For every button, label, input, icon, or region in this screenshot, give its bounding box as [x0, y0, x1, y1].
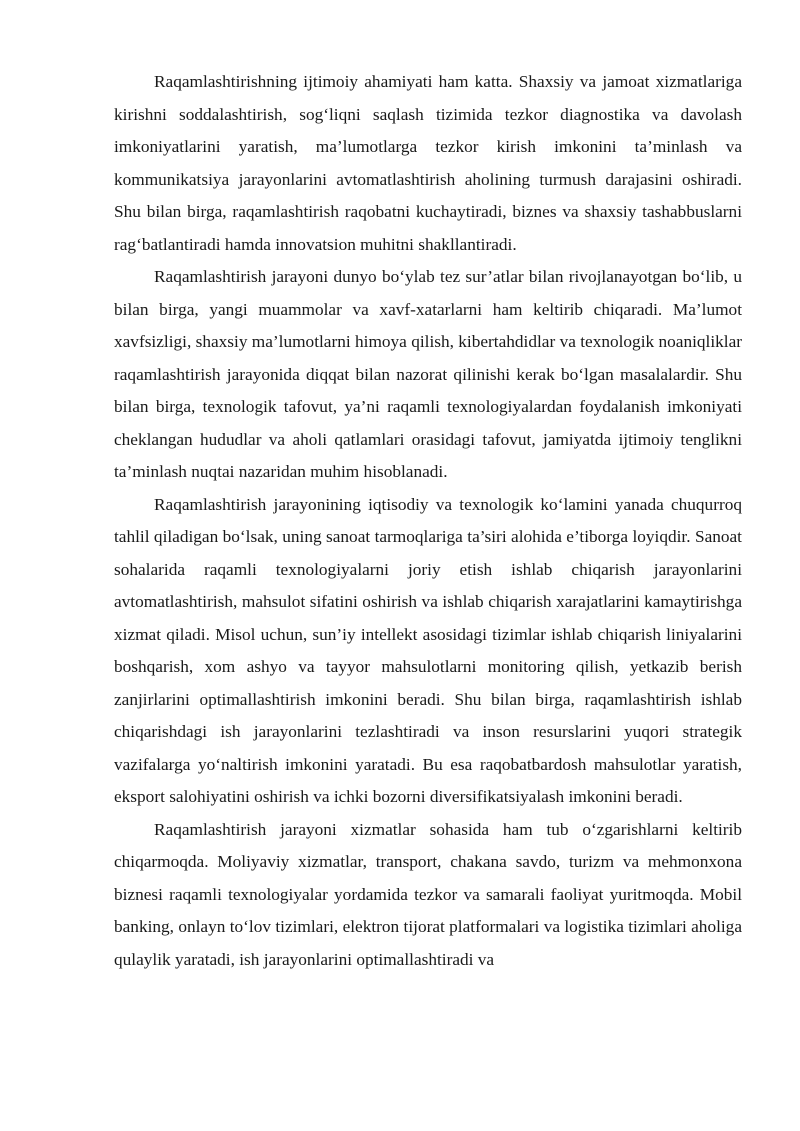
paragraph-risks-and-challenges: Raqamlashtirish jarayoni dunyo bo‘ylab tez sur’atlar bilan rivojlanayotgan bo‘lib, u bilan birga, yangi muammolar va xavf-xatarlarni ham keltirib chiqaradi. Ma’lumot xavfsizligi, shaxsiy ma’lumotlarni himoya qilish, kibertahdidlar va texnologik noaniqliklar raqamlashtirish jarayonida diqqat bilan nazorat qilinishi kerak bo‘lgan masalalardir. Shu bilan birga, texnologik tafovut, ya’ni raqamli texnologiyalardan foydalanish imkoniyati cheklangan hududlar va aholi qatlamlari orasidagi tafovut, jamiyatda ijtimoiy tenglikni ta’minlash nuqtai nazaridan muhim hisoblanadi. [114, 267, 742, 481]
paragraph-services-sector: Raqamlashtirish jarayoni xizmatlar sohasida ham tub o‘zgarishlarni keltirib chiqarmoqda. Moliyaviy xizmatlar, transport, chakana savdo, turizm va mehmonxona biznesi raqamli texnologiyalar yordamida tezkor va samarali faoliyat yuritmoqda. Mobil banking, onlayn to‘lov tizimlari, elektron tijorat platformalari va logistika tizimlari aholiga qulaylik yaratadi, ish jarayonlarini optimallashtiradi va [114, 819, 742, 969]
paragraph-social-significance: Raqamlashtirishning ijtimoiy ahamiyati ham katta. Shaxsiy va jamoat xizmatlariga kirishni soddalashtirish, sog‘liqni saqlash tizimida tezkor diagnostika va davolash imkoniyatlarini yaratish, ma’lumotlarga tezkor kirish imkonini ta’minlash va kommunikatsiya jarayonlarini avtomatlashtirish aholining turmush darajasini oshiradi. Shu bilan birga, raqamlashtirish raqobatni kuchaytiradi, biznes va shaxsiy tashabbuslarni rag‘batlantiradi hamda innovatsion muhitni shakllantiradi. [114, 72, 742, 254]
document-page [114, 66, 742, 976]
paragraph-industrial-impact: Raqamlashtirish jarayonining iqtisodiy va texnologik ko‘lamini yanada chuqurroq tahlil qiladigan bo‘lsak, uning sanoat tarmoqlariga ta’siri alohida e’tiborga loyiqdir. Sanoat sohalarida raqamli texnologiyalarni joriy etish ishlab chiqarish jarayonlarini avtomatlashtirish, mahsulot sifatini oshirish va ishlab chiqarish xarajatlarini kamaytirishga xizmat qiladi. Misol uchun, sun’iy intellekt asosidagi tizimlar ishlab chiqarish liniyalarini boshqarish, xom ashyo va tayyor mahsulotlarni monitoring qilish, yetkazib berish zanjirlarini optimallashtirish imkonini beradi. Shu bilan birga, raqamlashtirish ishlab chiqarishdagi ish jarayonlarini tezlashtiradi va inson resurslarini yuqori strategik vazifalarga yo‘naltirish imkonini yaratadi. Bu esa raqobatbardosh mahsulotlar yaratish, eksport salohiyatini oshirish va ichki bozorni diversifikatsiyalash imkonini beradi. [114, 494, 742, 806]
